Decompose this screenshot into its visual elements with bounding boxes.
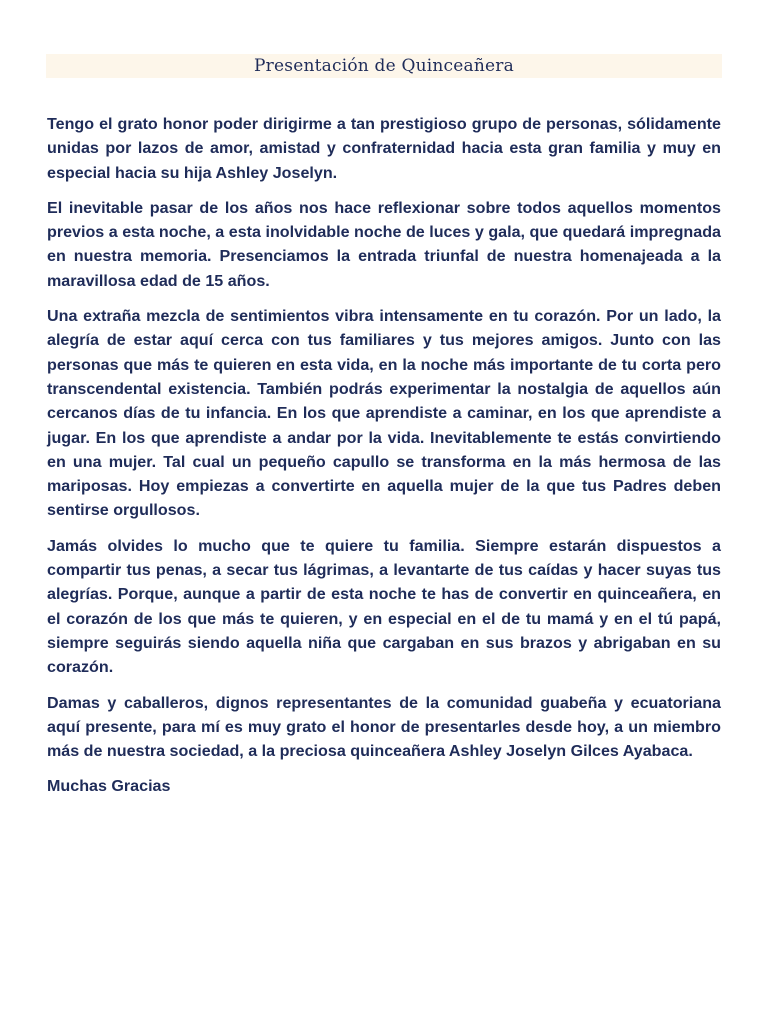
paragraph-reflection: El inevitable pasar de los años nos hace reflexionar sobre todos aquellos momentos previos a esta noche, a esta inolvidable noche de luces y gala, que quedará impregnada en nuestra memoria. Presenciamos la entrada triunfal de nuestra homenajeada a la maravillosa edad de 15 años.: [47, 198, 721, 290]
paragraph-greeting: Tengo el grato honor poder dirigirme a tan prestigioso grupo de personas, sólidamente unidas por lazos de amor, amistad y confraternidad hacia esta gran familia y muy en especial hacia su hija Ashley Joselyn.: [47, 115, 721, 182]
closing-line: Muchas Gracias: [47, 777, 171, 796]
document-body: [47, 112, 721, 799]
paragraph-presentation: Damas y caballeros, dignos representantes de la comunidad guabeña y ecuatoriana aquí presente, para mí es muy grato el honor de presentarles desde hoy, a un miembro más de nuestra sociedad, a la preciosa quinceañera Ashley Joselyn Gilces Ayabaca.: [47, 693, 721, 761]
paragraph-family: Jamás olvides lo mucho que te quiere tu familia. Siempre estarán dispuestos a compartir tus penas, a secar tus lágrimas, a levantarte de tus caídas y hacer suyas tus alegrías. Porque, aunque a partir de esta noche te has de convertir en quinceañera, en el corazón de los que más te quieren, y en especial en el de tu mamá y en el tú papá, siempre seguirás siendo aquella niña que cargaban en sus brazos y abrigaban en su corazón.: [47, 536, 721, 677]
document-title: Presentación de Quinceañera: [254, 56, 514, 76]
paragraph-feelings: Una extraña mezcla de sentimientos vibra intensamente en tu corazón. Por un lado, la alegría de estar aquí cerca con tus familiares y tus mejores amigos. Junto con las personas que más te quieren en esta vida, en la noche más importante de tu corta pero transcendental existencia. También podrás experimentar la nostalgia de aquellos aún cercanos días de tu infancia. En los que aprendiste a caminar, en los que aprendiste a jugar. En los que aprendiste a andar por la vida. Inevitablemente te estás convirtiendo en una mujer. Tal cual un pequeño capullo se transforma en la más hermosa de las mariposas. Hoy empiezas a convertirte en aquella mujer de la que tus Padres deben sentirse orgullosos.: [47, 307, 721, 520]
